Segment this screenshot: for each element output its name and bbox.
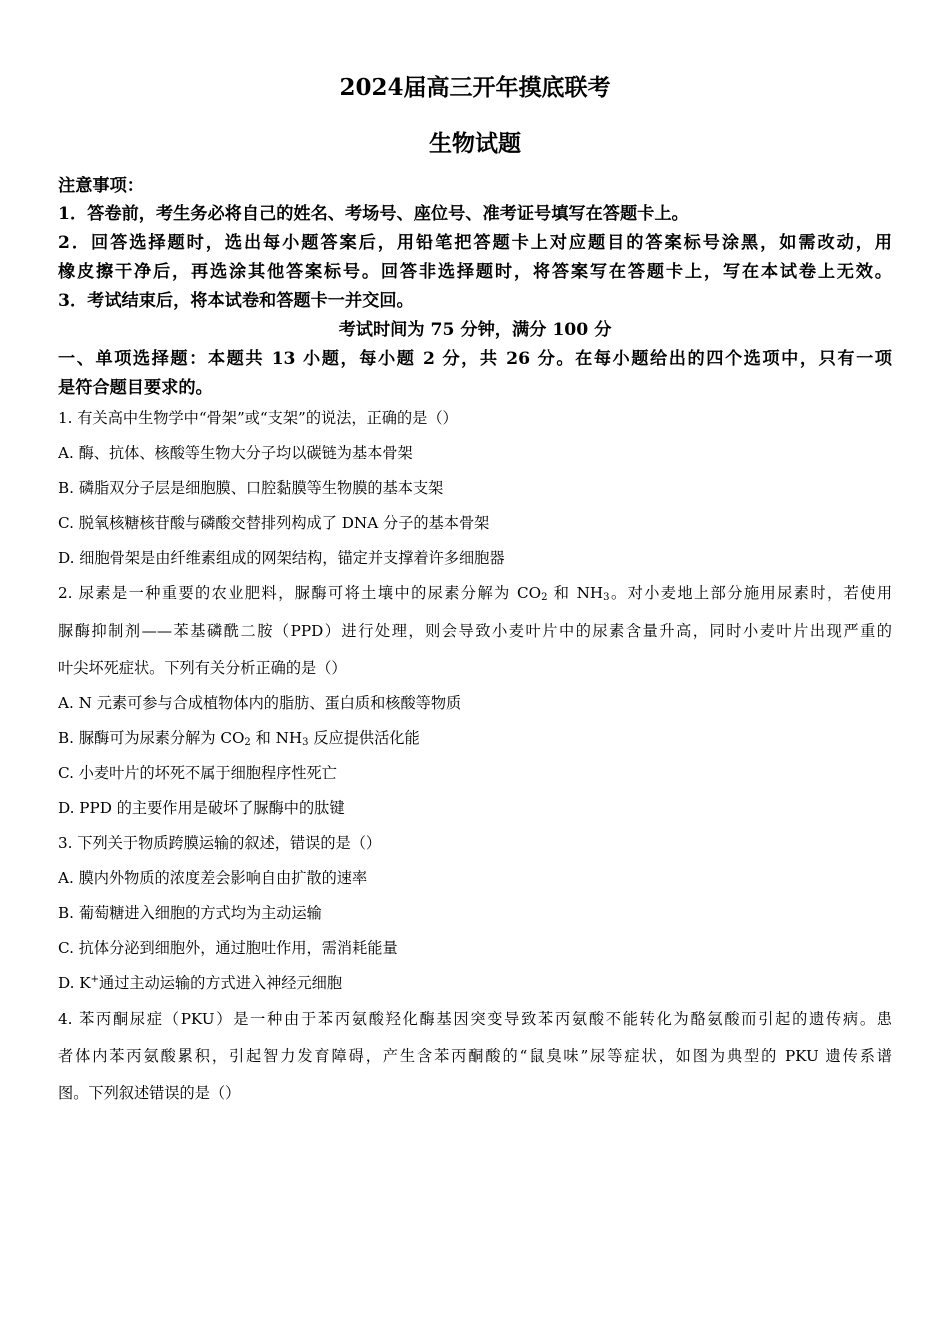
question-2-stem-line-3: 叶尖坏死症状。下列有关分析正确的是（）	[58, 659, 347, 677]
section-1-heading-line-1: 一、单项选择题：本题共 13 小题，每小题 2 分，共 26 分。在每小题给出的四个选项中，只有一项	[58, 349, 892, 369]
question-3-stem: 3. 下列关于物质跨膜运输的叙述，错误的是（）	[58, 834, 382, 852]
question-2-option-d: D. PPD 的主要作用是破坏了脲酶中的肽键	[58, 799, 345, 817]
notice-item-2-line-1: 2．回答选择题时，选出每小题答案后，用铅笔把答题卡上对应题目的答案标号涂黑，如需改动，用	[58, 233, 892, 253]
notice-item-1: 1．答卷前，考生务必将自己的姓名、考场号、座位号、准考证号填写在答题卡上。	[58, 204, 689, 224]
section-1-heading-line-2: 是符合题目要求的。	[58, 378, 213, 398]
exam-title: 2024届高三开年摸底联考	[339, 74, 611, 101]
question-3-option-a: A. 膜内外物质的浓度差会影响自由扩散的速率	[58, 869, 368, 887]
question-1-option-b: B. 磷脂双分子层是细胞膜、口腔黏膜等生物膜的基本支架	[58, 479, 444, 497]
question-2-stem-line-2: 脲酶抑制剂——苯基磷酰二胺（PPD）进行处理，则会导致小麦叶片中的尿素含量升高，同时小麦叶片出现严重的	[58, 622, 892, 640]
exam-time: 考试时间为 75 分钟，满分 100 分	[338, 320, 612, 340]
question-4-stem-line-2: 者体内苯丙氨酸累积，引起智力发育障碍，产生含苯丙酮酸的“鼠臭味”尿等症状，如图为典型的 PKU 遗传系谱	[58, 1047, 892, 1065]
question-1-stem: 1. 有关高中生物学中“骨架”或“支架”的说法，正确的是（）	[58, 409, 458, 427]
question-3-option-c: C. 抗体分泌到细胞外，通过胞吐作用，需消耗能量	[58, 939, 398, 957]
notice-item-3: 3．考试结束后，将本试卷和答题卡一并交回。	[58, 291, 414, 311]
question-4-stem-line-1: 4. 苯丙酮尿症（PKU）是一种由于苯丙氨酸羟化酶基因突变导致苯丙氨酸不能转化为酪氨酸而引起的遗传病。患	[58, 1010, 892, 1028]
question-3-option-d: D. K+通过主动运输的方式进入神经元细胞	[58, 974, 343, 992]
notice-heading: 注意事项：	[58, 176, 144, 196]
notice-item-2-line-2: 橡皮擦干净后，再选涂其他答案标号。回答非选择题时，将答案写在答题卡上，写在本试卷上无效。	[58, 262, 892, 282]
subject-title: 生物试题	[429, 130, 521, 157]
question-1-option-c: C. 脱氧核糖核苷酸与磷酸交替排列构成了 DNA 分子的基本骨架	[58, 514, 490, 532]
question-1-option-a: A. 酶、抗体、核酸等生物大分子均以碳链为基本骨架	[58, 444, 413, 462]
question-2-option-c: C. 小麦叶片的坏死不属于细胞程序性死亡	[58, 764, 337, 782]
question-4-stem-line-3: 图。下列叙述错误的是（）	[58, 1084, 241, 1102]
question-2-option-a: A. N 元素可参与合成植物体内的脂肪、蛋白质和核酸等物质	[58, 694, 462, 712]
question-3-option-b: B. 葡萄糖进入细胞的方式均为主动运输	[58, 904, 322, 922]
question-2-stem-line-1: 2. 尿素是一种重要的农业肥料，脲酶可将土壤中的尿素分解为 $CO_2$ 和 $NH_3$。对小麦地上部分施用尿素时，若使用	[58, 584, 892, 603]
question-1-option-d: D. 细胞骨架是由纤维素组成的网架结构，锚定并支撑着许多细胞器	[58, 549, 505, 567]
question-2-option-b: B. 脲酶可为尿素分解为 $CO_2$ 和 $NH_3$ 反应提供活化能	[58, 729, 420, 748]
